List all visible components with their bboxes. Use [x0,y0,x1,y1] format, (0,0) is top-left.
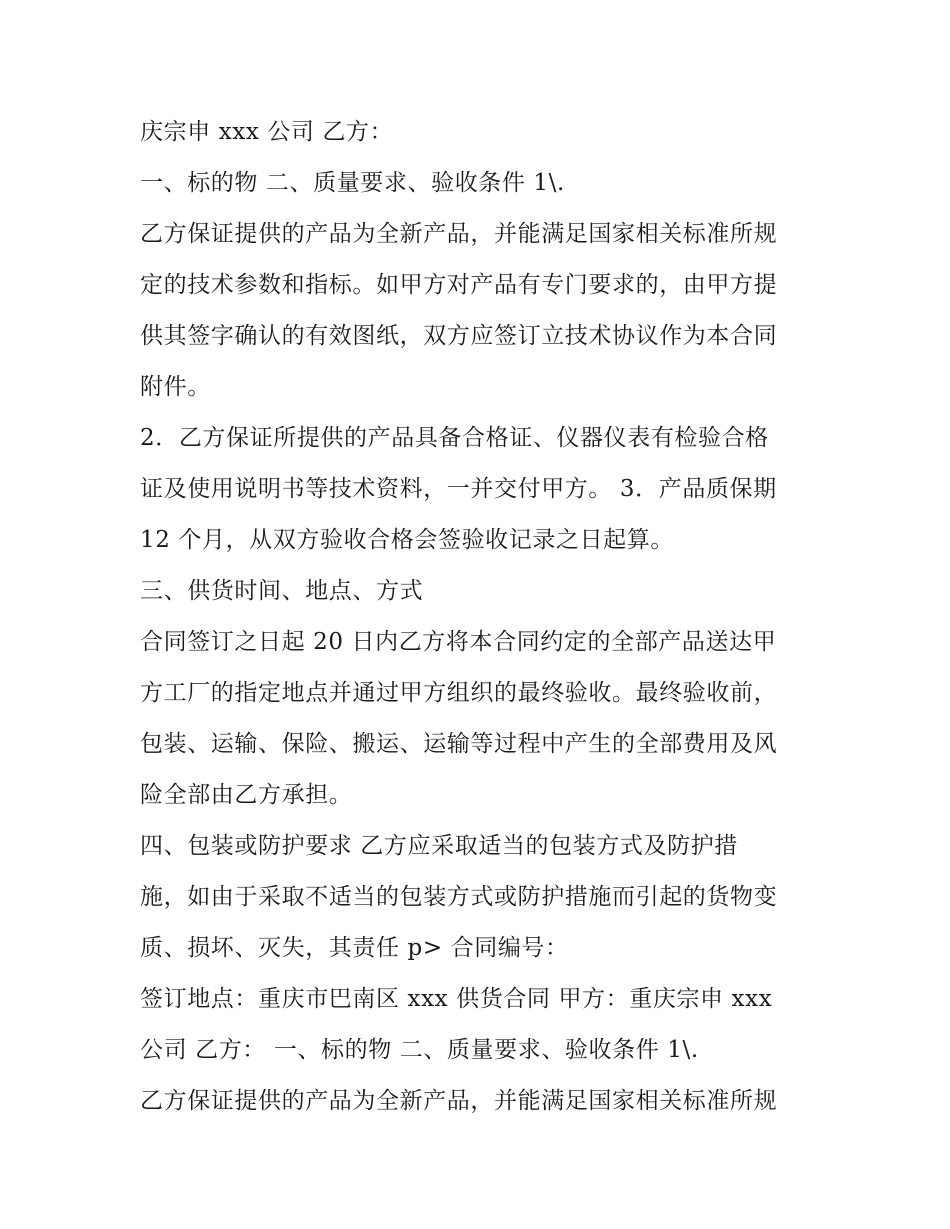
text-line: 公司 乙方： 一、标的物 二、质量要求、验收条件 1\. [140,1037,699,1063]
text-line: 附件。 [140,374,211,400]
text-line: 签订地点：重庆市巴南区 xxx 供货合同 甲方：重庆宗申 xxx [140,986,773,1012]
text-line: 险全部由乙方承担。 [140,782,353,808]
text-line: 质、损坏、灭失，其责任 p> 合同编号： [140,935,569,961]
text-line: 供其签字确认的有效图纸，双方应签订立技术协议作为本合同 [140,323,778,349]
text-line: 一、标的物 二、质量要求、验收条件 1\. [140,170,565,196]
text-line: 方工厂的指定地点并通过甲方组织的最终验收。最终验收前， [140,680,778,706]
text-line: 乙方保证提供的产品为全新产品，并能满足国家相关标准所规 [140,221,778,247]
text-line: 证及使用说明书等技术资料，一并交付甲方。 3．产品质保期 [140,476,777,502]
text-line: 合同签订之日起 20 日内乙方将本合同约定的全部产品送达甲 [140,629,777,655]
text-line: 庆宗申 xxx 公司 乙方： [140,119,394,145]
text-line: 12 个月，从双方验收合格会签验收记录之日起算。 [140,527,674,553]
document-body [140,107,820,1127]
text-line: 2．乙方保证所提供的产品具备合格证、仪器仪表有检验合格 [140,425,769,451]
text-line: 施，如由于采取不适当的包装方式或防护措施而引起的货物变 [140,884,778,910]
text-line: 包装、运输、保险、搬运、运输等过程中产生的全部费用及风 [140,731,778,757]
text-line: 定的技术参数和指标。如甲方对产品有专门要求的，由甲方提 [140,272,778,298]
text-line: 三、供货时间、地点、方式 [140,578,424,604]
text-line: 乙方保证提供的产品为全新产品，并能满足国家相关标准所规 [140,1088,778,1114]
text-line: 四、包装或防护要求 乙方应采取适当的包装方式及防护措 [140,833,738,859]
